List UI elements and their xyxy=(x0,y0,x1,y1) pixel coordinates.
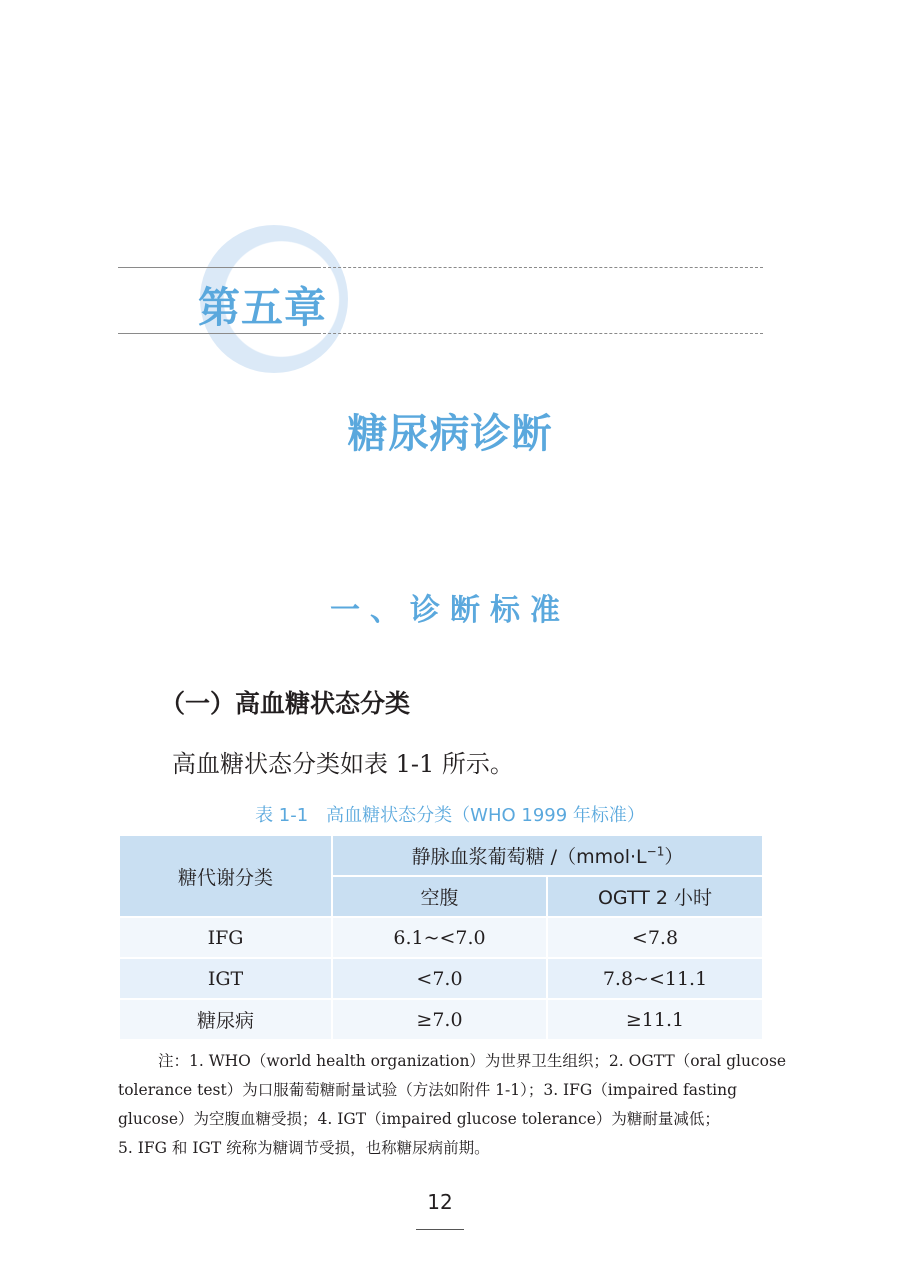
header-category: 糖代谢分类 xyxy=(119,835,332,917)
cell-category: 糖尿病 xyxy=(119,999,332,1040)
cell-ogtt: <7.8 xyxy=(547,917,763,958)
header-plasma-glucose xyxy=(332,835,763,876)
section-title: 一、诊断标准 xyxy=(330,593,570,628)
note-line: 5. IFG 和 IGT 统称为糖调节受损，也称糖尿病前期。 xyxy=(118,1139,490,1157)
chapter-label: 第五章 xyxy=(198,283,328,332)
table-row xyxy=(119,958,763,999)
table-caption: 表 1-1 高血糖状态分类（WHO 1999 年标准） xyxy=(255,805,645,826)
page-number-rule xyxy=(416,1229,464,1230)
note-line: tolerance test）为口服葡萄糖耐量试验（方法如附件 1-1）；3. IFG（impaired fasting xyxy=(118,1081,738,1099)
cell-fasting: <7.0 xyxy=(332,958,547,999)
page-number: 12 xyxy=(427,1190,453,1214)
chapter-rule-top-dashed xyxy=(318,267,763,268)
header-plasma-glucose-text: 静脉血浆葡萄糖 /（mmol·L xyxy=(411,846,647,868)
cell-fasting: ≥7.0 xyxy=(332,999,547,1040)
table-row xyxy=(119,917,763,958)
note-line: 注：1. WHO（world health organization）为世界卫生组织；2. OGTT（oral glucose xyxy=(158,1052,787,1070)
subsection-title: （一）高血糖状态分类 xyxy=(160,689,411,718)
glucose-classification-table xyxy=(118,834,764,1041)
note-line: glucose）为空腹血糖受损；4. IGT（impaired glucose tolerance）为糖耐量减低； xyxy=(118,1110,720,1128)
chapter-title: 糖尿病诊断 xyxy=(347,411,553,457)
chapter-rule-top-solid xyxy=(118,267,318,268)
chapter-heading xyxy=(118,225,763,385)
cell-category: IGT xyxy=(119,958,332,999)
header-unit-superscript: −1 xyxy=(646,844,665,859)
cell-ogtt: ≥11.1 xyxy=(547,999,763,1040)
cell-fasting: 6.1~<7.0 xyxy=(332,917,547,958)
header-ogtt: OGTT 2 小时 xyxy=(547,876,763,917)
cell-ogtt: 7.8~<11.1 xyxy=(547,958,763,999)
header-fasting: 空腹 xyxy=(332,876,547,917)
intro-paragraph: 高血糖状态分类如表 1-1 所示。 xyxy=(172,750,514,778)
cell-category: IFG xyxy=(119,917,332,958)
table-header-row xyxy=(119,835,763,876)
table-row xyxy=(119,999,763,1040)
chapter-rule-bottom-dashed xyxy=(318,333,763,334)
table-note xyxy=(118,1047,787,1163)
header-plasma-glucose-close: ） xyxy=(664,846,684,868)
